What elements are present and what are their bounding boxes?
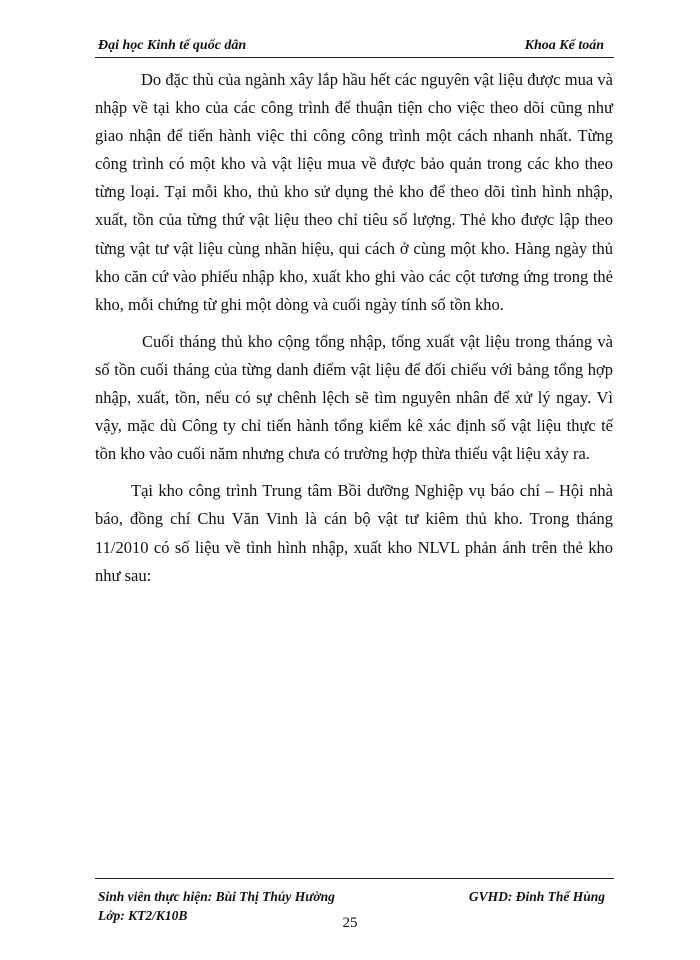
header-faculty: Khoa Kế toán — [524, 38, 604, 53]
footer-student: Sinh viên thực hiện: Bùi Thị Thúy Hường — [98, 889, 335, 904]
header-rule — [95, 57, 614, 58]
header-university: Đại học Kinh tế quốc dân — [98, 38, 247, 53]
footer-class: Lớp: KT2/K10B — [98, 908, 188, 923]
footer-supervisor: GVHD: Đinh Thế Hùng — [468, 889, 605, 904]
footer-rule — [95, 878, 614, 879]
page-header — [98, 38, 604, 54]
paragraph-2: Cuối tháng thủ kho cộng tổng nhập, tổng xuất vật liệu trong tháng và số tồn cuối tháng của từng danh điểm vật liệu để đối chiếu với bảng tổng hợp nhập, xuất, tồn, nếu có sự chênh lệch sẽ tìm nguyên nhân để xử lý ngay. Vì vậy, mặc dù Công ty chỉ tiến hành tổng kiểm kê xác định số vật liệu thực tế tồn kho vào cuối năm nhưng chưa có trường hợp thừa thiếu vật liệu xảy ra. — [95, 331, 613, 464]
paragraph-1: Do đặc thù của ngành xây lắp hầu hết các nguyên vật liệu được mua và nhập về tại kho của các công trình để thuận tiện cho việc theo dõi cũng như giao nhận để tiến hành việc thi công công trình một cách nhanh nhất. Từng công trình có một kho và vật liệu mua về được bảo quản trong các kho theo từng loại. Tại mỗi kho, thủ kho sử dụng thẻ kho để theo dõi tình hình nhập, xuất, tồn của từng thứ vật liệu theo chỉ tiêu số lượng. Thẻ kho được lập theo từng vật tư vật liệu cùng nhãn hiệu, qui cách ở cùng một kho. Hàng ngày thủ kho căn cứ vào phiếu nhập kho, xuất kho ghi vào các cột tương ứng trong thẻ kho, mỗi chứng từ ghi một dòng và cuối ngày tính số tồn kho. — [95, 70, 613, 314]
document-body — [95, 66, 613, 599]
paragraph-3: Tại kho công trình Trung tâm Bồi dưỡng Nghiệp vụ báo chí – Hội nhà báo, đồng chí Chu Văn Vinh là cán bộ vật tư kiêm thủ kho. Trong tháng 11/2010 có số liệu về tình hình nhập, xuất kho NLVL phản ánh trên thẻ kho như sau: — [95, 481, 613, 585]
page-number: 25 — [342, 915, 358, 931]
